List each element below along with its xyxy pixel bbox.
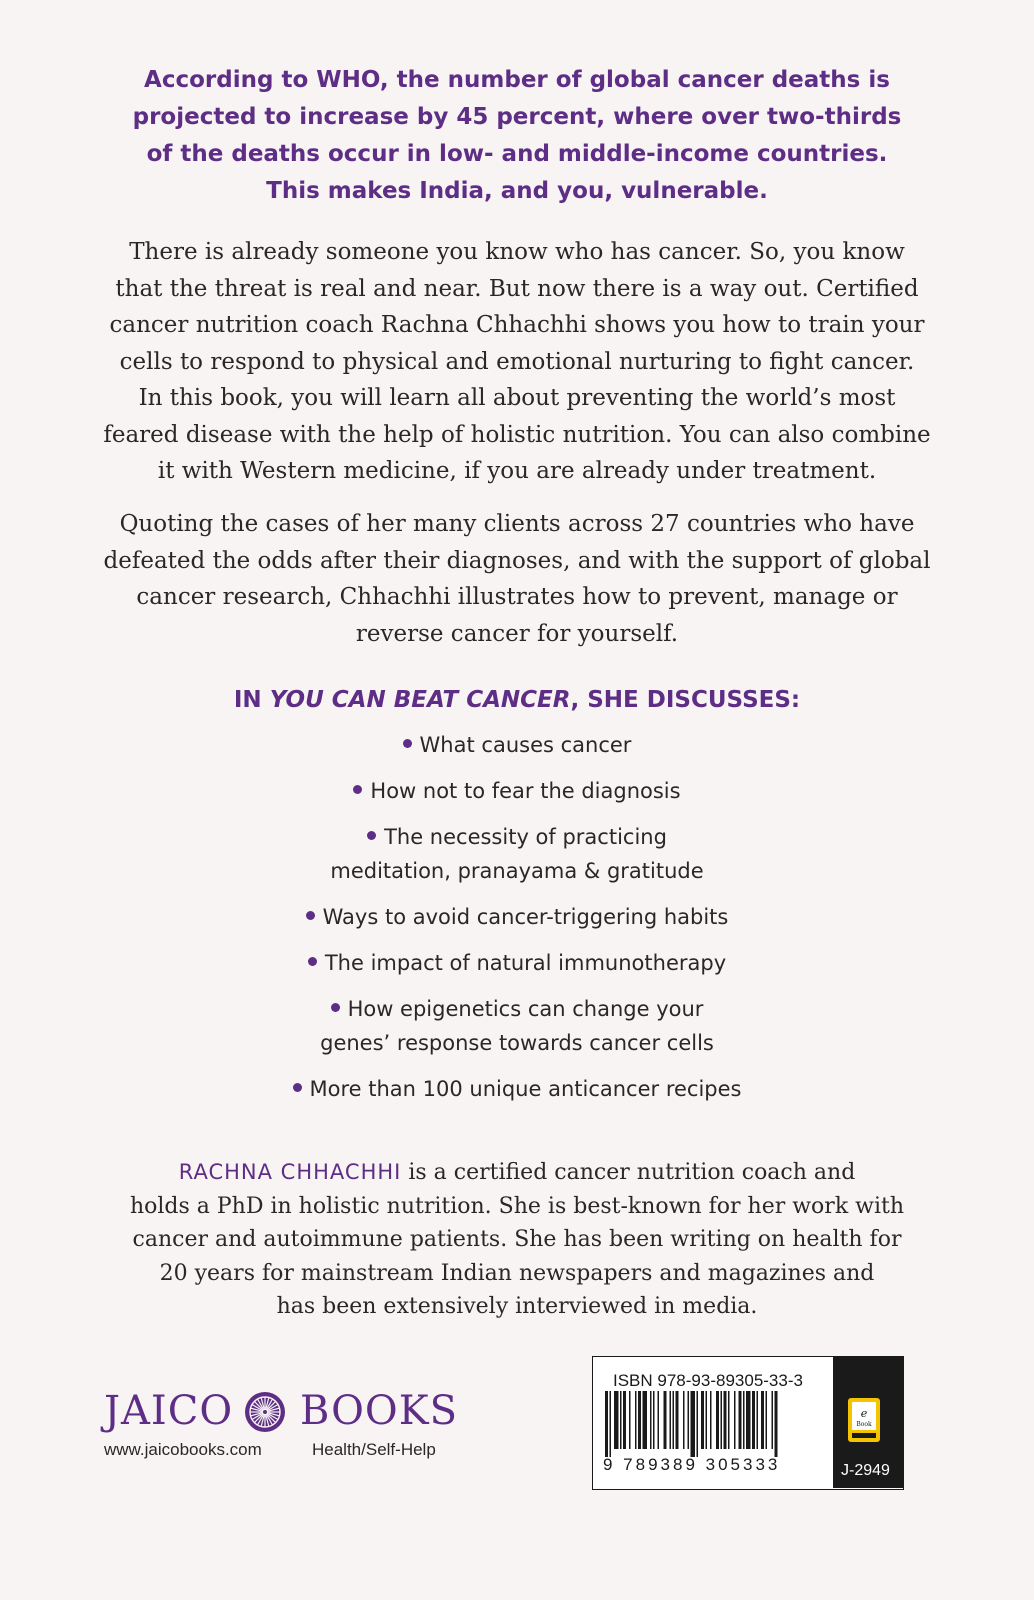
paragraph-line: feared disease with the help of holistic nutrition. You can also combine — [103, 421, 931, 448]
bio-line: has been extensively interviewed in media. — [276, 1294, 758, 1319]
bio-line: RACHNA CHHACHHI is a certified cancer nutrition coach and — [178, 1160, 856, 1185]
list-item — [80, 992, 954, 1060]
ebook-panel — [833, 1357, 903, 1488]
list-item-line: How not to fear the diagnosis — [80, 774, 954, 808]
bullet-dot-icon — [306, 911, 315, 920]
publisher-logo — [104, 1386, 459, 1436]
svg-text:Book: Book — [856, 1421, 872, 1428]
bio-line: cancer and autoimmune patients. She has been writing on health for — [132, 1227, 902, 1252]
description-paragraph-1 — [80, 234, 954, 490]
book-title: YOU CAN BEAT CANCER — [269, 687, 571, 713]
paragraph-line: defeated the odds after their diagnoses, and with the support of global — [103, 547, 931, 574]
paragraph-line: cancer research, Chhachhi illustrates how to prevent, manage or — [136, 584, 898, 610]
list-item-line: meditation, pranayama & gratitude — [330, 859, 704, 883]
list-item-line: genes’ response towards cancer cells — [320, 1031, 714, 1055]
barcode-icon — [603, 1391, 829, 1457]
isbn-number: ISBN 978-93-89305-33-3 — [613, 1371, 803, 1390]
logo-word-left: JAICO — [104, 1388, 234, 1434]
svg-text:e: e — [860, 1407, 868, 1420]
list-item — [80, 946, 954, 980]
list-item — [80, 728, 954, 762]
bio-line: 20 years for mainstream Indian newspapers and magazines and — [159, 1260, 875, 1286]
bullet-dot-icon — [353, 785, 362, 794]
author-bio — [80, 1156, 954, 1324]
publisher-url: www.jaicobooks.com — [104, 1440, 262, 1459]
paragraph-line: cells to respond to physical and emotional nurturing to fight cancer. — [119, 348, 915, 375]
list-item-line: More than 100 unique anticancer recipes — [80, 1072, 954, 1106]
list-item-line: What causes cancer — [80, 728, 954, 762]
bullet-dot-icon — [293, 1083, 302, 1092]
paragraph-line: that the threat is real and near. But now there is a way out. Certified — [115, 275, 919, 302]
list-item-line: The necessity of practicing — [80, 820, 954, 854]
logo-word-right: BOOKS — [300, 1388, 459, 1434]
paragraph-line: cancer nutrition coach Rachna Chhachhi shows you how to train your — [109, 312, 925, 338]
author-name: RACHNA CHHACHHI — [178, 1160, 402, 1184]
lead-line: According to WHO, the number of global cancer deaths is — [144, 67, 890, 93]
lead-statement — [90, 62, 944, 210]
list-item-line: Ways to avoid cancer-triggering habits — [80, 900, 954, 934]
list-item-line: How epigenetics can change your — [80, 992, 954, 1026]
paragraph-line: Quoting the cases of her many clients across 27 countries who have — [119, 511, 915, 537]
book-category: Health/Self-Help — [312, 1440, 436, 1459]
lead-line: projected to increase by 45 percent, where over two-thirds — [132, 104, 902, 130]
lead-line: This makes India, and you, vulnerable. — [266, 178, 768, 204]
paragraph-line: it with Western medicine, if you are already under treatment. — [157, 458, 877, 484]
list-item — [80, 820, 954, 888]
paragraph-line: There is already someone you know who has cancer. So, you know — [129, 239, 905, 265]
bio-line: holds a PhD in holistic nutrition. She is best-known for her work with — [129, 1193, 905, 1219]
ebook-available-icon — [847, 1397, 881, 1443]
barcode-digits: 9 789389 305333 — [603, 1455, 781, 1474]
bullet-dot-icon — [308, 957, 317, 966]
bullet-dot-icon — [367, 831, 376, 840]
list-item — [80, 774, 954, 808]
description-paragraph-2 — [80, 506, 954, 652]
paragraph-line: reverse cancer for yourself. — [355, 620, 679, 647]
list-item-line: The impact of natural immunotherapy — [80, 946, 954, 980]
paragraph-line: In this book, you will learn all about preventing the world’s most — [138, 385, 896, 411]
product-code: J-2949 — [841, 1462, 890, 1479]
bullet-dot-icon — [331, 1003, 340, 1012]
isbn-barcode-block — [592, 1356, 904, 1490]
bullet-dot-icon — [403, 739, 412, 748]
discusses-heading — [80, 682, 954, 718]
lead-line: of the deaths occur in low- and middle-income countries. — [146, 141, 888, 167]
list-item — [80, 1072, 954, 1106]
topics-list — [80, 728, 954, 1118]
heading-prefix: IN — [233, 687, 270, 713]
heading-suffix: , SHE DISCUSSES: — [570, 687, 801, 713]
list-item — [80, 900, 954, 934]
chakra-wheel-icon — [242, 1389, 288, 1435]
